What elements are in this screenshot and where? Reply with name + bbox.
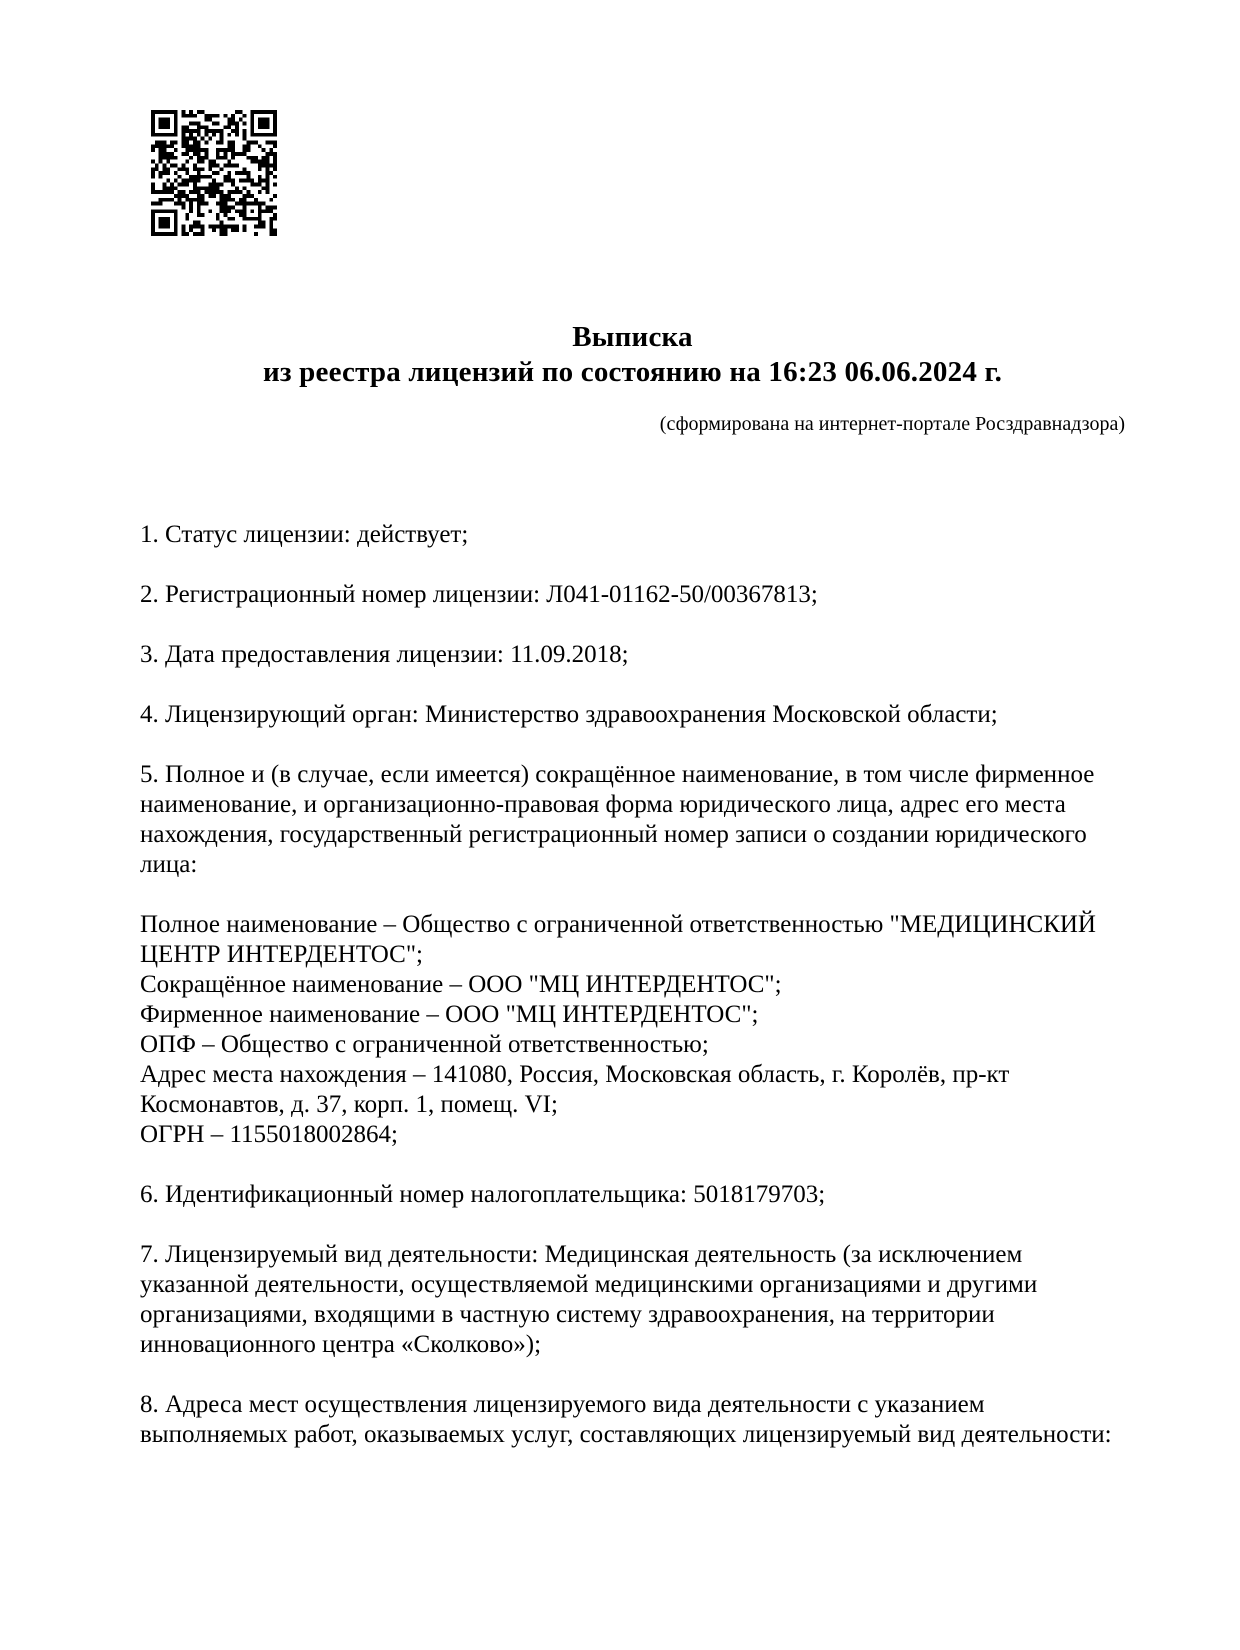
paragraph-line: 1. Статус лицензии: действует; (140, 521, 469, 548)
title-line-2: из реестра лицензий по состоянию на 16:23 06.06.2024 г. (262, 356, 1003, 388)
paragraph-entity-details (140, 910, 1125, 1150)
title-line-1: Выписка (572, 321, 693, 353)
paragraph-line: 5. Полное и (в случае, если имеется) сокращённое наименование, в том числе фирменное наименование, и организационно-правовая форма юридического лица, адрес его места нахождения, государственный регистрационный номер записи о создании юридического лица: (140, 761, 1095, 878)
paragraph-licensed-activity (140, 1240, 1125, 1360)
document-subtitle: (сформирована на интернет-портале Росздравнадзора) (659, 413, 1125, 435)
paragraph-entity-intro (140, 760, 1125, 880)
paragraph-line: ОГРН – 1155018002864; (140, 1121, 398, 1148)
paragraph-line: 4. Лицензирующий орган: Министерство здравоохранения Московской области; (140, 701, 998, 728)
paragraph-line: Фирменное наименование – ООО "МЦ ИНТЕРДЕНТОС"; (140, 1001, 759, 1028)
document-content (140, 0, 1125, 1480)
paragraph-activity-addresses (140, 1390, 1125, 1450)
paragraph-line: Адрес места нахождения – 141080, Россия, Московская область, г. Королёв, пр-кт Космонавтов, д. 37, корп. 1, помещ. VI; (140, 1061, 1010, 1118)
paragraph-line: 6. Идентификационный номер налогоплательщика: 5018179703; (140, 1181, 826, 1208)
document-body (140, 520, 1125, 1450)
paragraph-line: 2. Регистрационный номер лицензии: Л041-01162-50/00367813; (140, 581, 818, 608)
paragraph-line: Сокращённое наименование – ООО "МЦ ИНТЕРДЕНТОС"; (140, 971, 782, 998)
paragraph-reg-number (140, 580, 1125, 610)
paragraph-licensing-authority (140, 700, 1125, 730)
paragraph-inn (140, 1180, 1125, 1210)
paragraph-line: 7. Лицензируемый вид деятельности: Медицинская деятельность (за исключением указанной деятельности, осуществляемой медицинскими организациями и другими организациями, входящими в частную систему здравоохранения, на территории инновационного центра «Сколково»); (140, 1241, 1038, 1358)
paragraph-line: 3. Дата предоставления лицензии: 11.09.2018; (140, 641, 629, 668)
paragraph-line: Полное наименование – Общество с ограниченной ответственностью "МЕДИЦИНСКИЙ ЦЕНТР ИНТЕРДЕНТОС"; (140, 911, 1096, 968)
paragraph-line: 8. Адреса мест осуществления лицензируемого вида деятельности с указанием выполняемых работ, оказываемых услуг, составляющих лицензируемый вид деятельности: (140, 1391, 1112, 1448)
paragraph-line: ОПФ – Общество с ограниченной ответственностью; (140, 1031, 709, 1058)
paragraph-grant-date (140, 640, 1125, 670)
document-title (140, 320, 1125, 390)
paragraph-status (140, 520, 1125, 550)
